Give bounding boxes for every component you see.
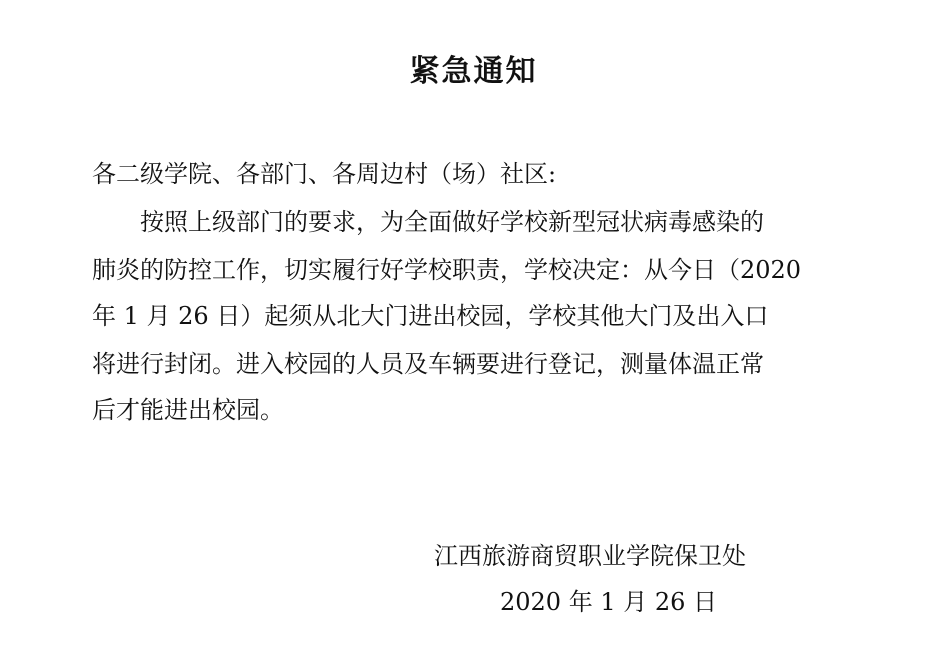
signature-date: 2020 年 1 月 26 日 bbox=[500, 588, 718, 616]
salutation: 各二级学院、各部门、各周边村（场）社区: bbox=[92, 160, 557, 188]
body-line-5: 后才能进出校园。 bbox=[92, 396, 284, 424]
signature-organization: 江西旅游商贸职业学院保卫处 bbox=[434, 542, 746, 570]
body-line-4: 将进行封闭。进入校园的人员及车辆要进行登记，测量体温正常 bbox=[92, 350, 764, 378]
body-line-3: 年 1 月 26 日）起须从北大门进出校园，学校其他大门及出入口 bbox=[92, 302, 769, 330]
body-line-1: 按照上级部门的要求，为全面做好学校新型冠状病毒感染的 bbox=[140, 208, 764, 236]
notice-title: 紧急通知 bbox=[409, 54, 538, 89]
body-line-2: 肺炎的防控工作，切实履行好学校职责，学校决定：从今日（2020 bbox=[92, 256, 802, 284]
